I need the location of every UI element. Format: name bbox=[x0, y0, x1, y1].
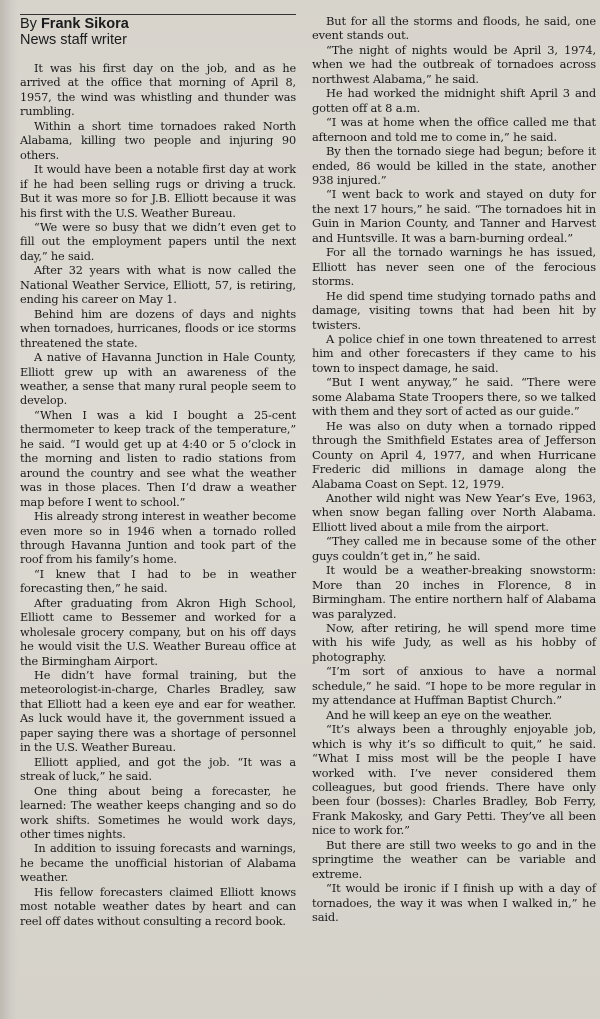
article-paragraph: “I’m sort of anxious to have a normal schedule,” he said. “I hope to be more regular in my attendance at Huffman Baptist Church.” bbox=[312, 664, 596, 708]
article-paragraph: Elliott applied, and got the job. “It was a streak of luck,” he said. bbox=[20, 755, 296, 784]
article-paragraph: “I went back to work and stayed on duty for the next 17 hours,” he said. “The tornadoes hit in Guin in Marion County, and Tanner and Harvest and Huntsville. It was a barn-burning ordeal.” bbox=[312, 187, 596, 245]
article-paragraph: His already strong interest in weather become even more so in 1946 when a tornado rolled through Havanna Juntion and took part of the roof from his family’s home. bbox=[20, 510, 296, 567]
article-paragraph: He did spend time studying tornado paths and damage, visiting towns that had been hit by twisters. bbox=[312, 288, 596, 332]
right-column-body bbox=[312, 14, 596, 925]
article-paragraph: “I was at home when the office called me that afternoon and told me to come in,” he said. bbox=[312, 115, 596, 144]
byline bbox=[20, 17, 296, 32]
article-paragraph: It was his first day on the job, and as he arrived at the office that morning of April 8, 1957, the wind was whistling and thunder was rumbling. bbox=[20, 62, 296, 119]
article-paragraph: Another wild night was New Year’s Eve, 1963, when snow began falling over North Alabama. Elliott lived about a mile from the airport. bbox=[312, 490, 596, 534]
left-column-body bbox=[20, 62, 296, 929]
left-column bbox=[18, 0, 300, 1019]
article-paragraph: “I knew that I had to be in weather forecasting then,” he said. bbox=[20, 567, 296, 596]
article-paragraph: He didn’t have formal training, but the meteorologist-in-charge, Charles Bradley, saw that Elliott had a keen eye and ear for weather. As luck would have it, the government issued a paper saying there was a shortage of personnel in the U.S. Weather Bureau. bbox=[20, 669, 296, 755]
article-paragraph: “It’s always been a throughly enjoyable job, which is why it’s so difficult to quit,” he said. “What I miss most will be the people I have worked with. I’ve never considered them colleagues, but good friends. There have only been four (bosses): Charles Bradley, Bob Ferry, Frank Makosky, and Gary Petti. They’ve all been nice to work for.” bbox=[312, 722, 596, 838]
article-paragraph: “They called me in because some of the other guys couldn’t get in,” he said. bbox=[312, 534, 596, 563]
right-column bbox=[310, 0, 598, 1019]
article-paragraph: A police chief in one town threatened to arrest him and other forecasters if they came to his town to inspect damage, he said. bbox=[312, 331, 596, 375]
article-paragraph: One thing about being a forecaster, he learned: The weather keeps changing and so do work shifts. Sometimes he would work days, other times nights. bbox=[20, 784, 296, 842]
article-paragraph: For all the tornado warnings he has issued, Elliott has never seen one of the ferocious storms. bbox=[312, 245, 596, 289]
article-paragraph: But there are still two weeks to go and in the springtime the weather can be variable and extreme. bbox=[312, 837, 596, 881]
article-paragraph: He was also on duty when a tornado ripped through the Smithfield Estates area of Jefferson County on April 4, 1977, and when Hurricane Frederic did millions in damage along the Alabama Coast on Sept. 12, 1979. bbox=[312, 418, 596, 491]
article-paragraph: “The night of nights would be April 3, 1974, when we had the outbreak of tornadoes across northwest Alabama,” he said. bbox=[312, 42, 596, 86]
article-paragraph: His fellow forecasters claimed Elliott knows most notable weather dates by heart and can reel off dates without consulting a record book. bbox=[20, 885, 296, 928]
article-paragraph: And he will keep an eye on the weather. bbox=[326, 707, 552, 722]
byline-rule bbox=[20, 14, 296, 15]
article-paragraph: “When I was a kid I bought a 25-cent thermometer to keep track of the temperature,” he said. “I would get up at 4:40 or 5 o’clock in the morning and listen to radio stations from around the country and see what the weather was in those places. Then I’d draw a weather map before I went to school.” bbox=[20, 408, 296, 509]
article-paragraph: He had worked the midnight shift April 3 and gotten off at 8 a.m. bbox=[312, 86, 596, 115]
author-name: Frank Sikora bbox=[40, 16, 129, 32]
article-paragraph: After graduating from Akron High School, Elliott came to Bessemer and worked for a wholesale grocery company, but on his off days he would visit the U.S. Weather Bureau office at the Birmingham Airport. bbox=[20, 596, 296, 668]
article-paragraph: Within a short time tornadoes raked North Alabama, killing two people and injuring 90 others. bbox=[20, 119, 296, 162]
article-paragraph: After 32 years with what is now called the National Weather Service, Elliott, 57, is retiring, ending his career on May 1. bbox=[20, 264, 296, 307]
article-paragraph: “We were so busy that we didn’t even get to fill out the employment papers until the next day,” he said. bbox=[20, 220, 296, 263]
article-paragraph: “But I went anyway,” he said. “There were some Alabama State Troopers there, so we talked with them and they sort of acted as our guide.” bbox=[312, 375, 596, 419]
author-role: News staff writer bbox=[20, 32, 127, 48]
article-paragraph: But for all the storms and floods, he said, one event stands out. bbox=[312, 14, 596, 43]
article-paragraph: In addition to issuing forecasts and warnings, he became the unofficial historian of Alabama weather. bbox=[20, 842, 296, 885]
byline-prefix: By bbox=[20, 16, 41, 32]
article-paragraph: Behind him are dozens of days and nights when tornadoes, hurricanes, floods or ice storms threatened the state. bbox=[20, 307, 296, 350]
article-paragraph: It would be a weather-breaking snowstorm: More than 20 inches in Florence, 8 in Birmingham. The entire northern half of Alabama was paralyzed. bbox=[312, 563, 596, 621]
article-paragraph: A native of Havanna Junction in Hale County, Elliott grew up with an awareness of the weather, a sense that many rural people seem to develop. bbox=[20, 351, 296, 408]
article-paragraph: It would have been a notable first day at work if he had been selling rugs or driving a truck. But it was more so for J.B. Elliott because it was his first with the U.S. Weather Bureau. bbox=[20, 163, 296, 220]
article-paragraph: “It would be ironic if I finish up with a day of tornadoes, the way it was when I walked in,” he said. bbox=[312, 881, 596, 925]
article-paragraph: Now, after retiring, he will spend more time with his wife Judy, as well as his hobby of photography. bbox=[312, 621, 596, 664]
article-paragraph: By then the tornado siege had begun; before it ended, 86 would be killed in the state, another 938 injured.” bbox=[312, 144, 596, 187]
